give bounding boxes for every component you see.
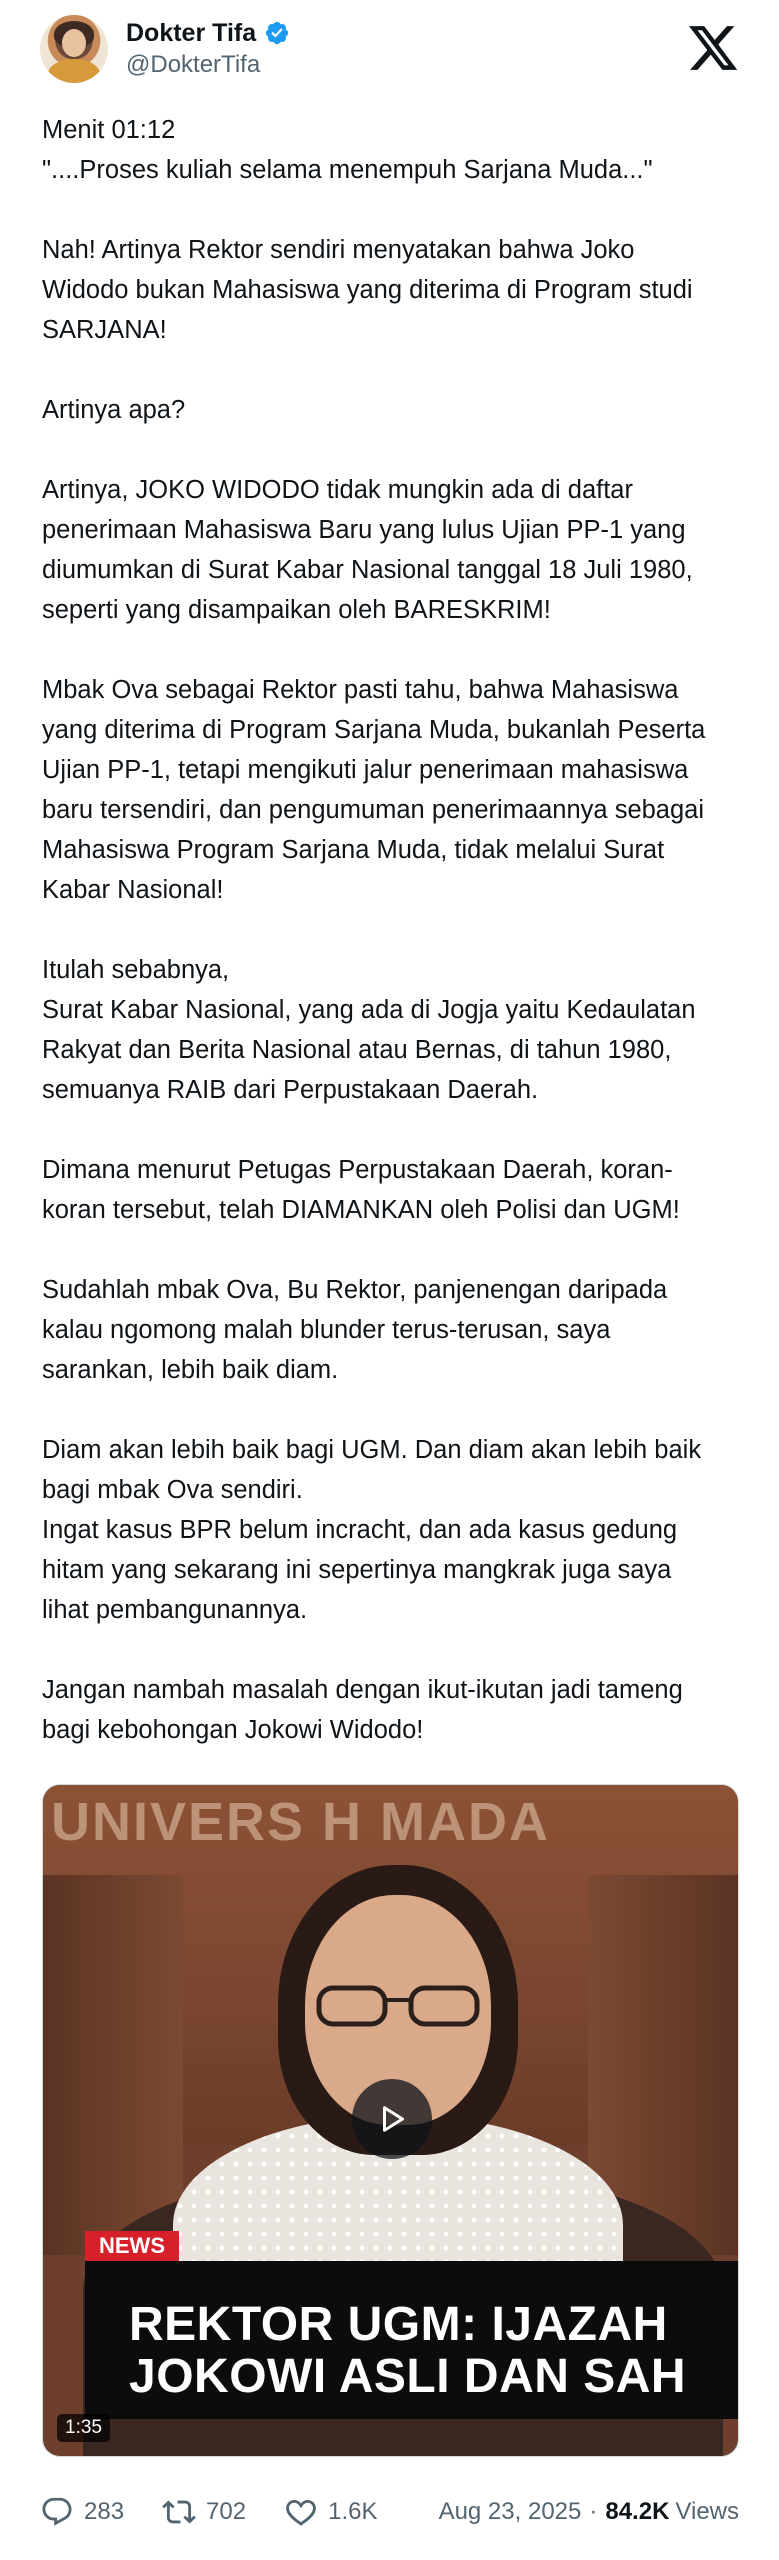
text-line: "....Proses kuliah selama menempuh Sarjana Muda..." (42, 156, 653, 184)
text-line: Mbak Ova sebagai Rektor pasti tahu, bahwa Mahasiswa (42, 676, 679, 704)
video-headline (85, 2261, 739, 2419)
text-line: yang diterima di Program Sarjana Muda, bukanlah Peserta (42, 716, 706, 744)
text-line: Artinya, JOKO WIDODO tidak mungkin ada di daftar (42, 476, 633, 504)
play-button[interactable] (352, 2079, 432, 2159)
background-sign: UNIVERS H MADA (51, 1792, 551, 1852)
avatar[interactable] (40, 15, 108, 83)
handle[interactable]: @DokterTifa (126, 51, 261, 78)
text-line: Rakyat dan Berita Nasional atau Bernas, di tahun 1980, (42, 1036, 672, 1064)
text-line: koran tersebut, telah DIAMANKAN oleh Polisi dan UGM! (42, 1196, 680, 1224)
text-line: SARJANA! (42, 316, 167, 344)
post-date[interactable]: Aug 23, 2025 (438, 2498, 582, 2525)
paragraph (42, 230, 742, 350)
text-line: bagi mbak Ova sendiri. (42, 1476, 303, 1504)
repost-button[interactable] (162, 2495, 246, 2529)
text-line: Menit 01:12 (42, 116, 176, 144)
text-line: hitam yang sekarang ini sepertinya mangkrak juga saya (42, 1556, 672, 1584)
repost-count: 702 (206, 2498, 247, 2525)
display-name[interactable]: Dokter Tifa (126, 19, 257, 47)
text-line: bagi kebohongan Jokowi Widodo! (42, 1716, 424, 1744)
tweet-header (40, 14, 739, 84)
headline-line: JOKOWI ASLI DAN SAH (129, 2350, 687, 2403)
glasses-icon (305, 1980, 491, 2030)
paragraph (42, 950, 742, 1110)
text-line: Jangan nambah masalah dengan ikut-ikutan jadi tameng (42, 1676, 683, 1704)
author-names (126, 18, 290, 80)
text-line: seperti yang disampaikan oleh BARESKRIM! (42, 596, 551, 624)
separator: · (589, 2498, 598, 2525)
paragraph (42, 1430, 742, 1630)
text-line: baru tersendiri, dan pengumuman penerimaannya sebagai (42, 796, 705, 824)
text-line: lihat pembangunannya. (42, 1596, 308, 1624)
text-line: semuanya RAIB dari Perpustakaan Daerah. (42, 1076, 539, 1104)
text-line: penerimaan Mahasiswa Baru yang lulus Ujian PP-1 yang (42, 516, 686, 544)
news-tag: NEWS (85, 2231, 179, 2261)
text-line: Itulah sebabnya, (42, 956, 230, 984)
tweet-text (42, 110, 742, 1790)
video-player[interactable] (42, 1784, 739, 2457)
text-line: Diam akan lebih baik bagi UGM. Dan diam akan lebih baik (42, 1436, 702, 1464)
text-line: Ingat kasus BPR belum incracht, dan ada kasus gedung (42, 1516, 678, 1544)
background-panel (43, 1875, 183, 2255)
repost-icon (162, 2495, 196, 2529)
text-line: Artinya apa? (42, 396, 186, 424)
headline-line: REKTOR UGM: IJAZAH (129, 2298, 668, 2351)
tweet-footer (40, 2490, 739, 2534)
text-line: Widodo bukan Mahasiswa yang diterima di Program studi (42, 276, 693, 304)
paragraph (42, 390, 742, 430)
paragraph (42, 1670, 742, 1750)
text-line: Sudahlah mbak Ova, Bu Rektor, panjenengan daripada (42, 1276, 668, 1304)
tweet-meta (439, 2498, 739, 2526)
text-line: Kabar Nasional! (42, 876, 224, 904)
play-icon (374, 2101, 410, 2137)
text-line: kalau ngomong malah blunder terus-terusan, saya (42, 1316, 611, 1344)
x-logo-icon[interactable] (689, 26, 739, 72)
paragraph (42, 1150, 742, 1230)
views-label: Views (675, 2498, 739, 2525)
heart-icon (284, 2495, 318, 2529)
text-line: Surat Kabar Nasional, yang ada di Jogja yaitu Kedaulatan (42, 996, 696, 1024)
views-count[interactable]: 84.2K (605, 2498, 670, 2525)
text-line: Ujian PP-1, tetapi mengikuti jalur penerimaan mahasiswa (42, 756, 689, 784)
reply-count: 283 (84, 2498, 125, 2525)
text-line: Mahasiswa Program Sarjana Muda, tidak melalui Surat (42, 836, 665, 864)
paragraph (42, 670, 742, 910)
paragraph (42, 110, 742, 190)
like-button[interactable] (284, 2495, 377, 2529)
reply-icon (40, 2495, 74, 2529)
paragraph (42, 1270, 742, 1390)
video-duration: 1:35 (57, 2414, 110, 2442)
text-line: diumumkan di Surat Kabar Nasional tanggal 18 Juli 1980, (42, 556, 693, 584)
paragraph (42, 470, 742, 630)
text-line: sarankan, lebih baik diam. (42, 1356, 339, 1384)
like-count: 1.6K (328, 2498, 378, 2525)
text-line: Dimana menurut Petugas Perpustakaan Daerah, koran- (42, 1156, 673, 1184)
reply-button[interactable] (40, 2495, 124, 2529)
text-line: Nah! Artinya Rektor sendiri menyatakan bahwa Joko (42, 236, 635, 264)
verified-badge-icon (264, 20, 290, 46)
